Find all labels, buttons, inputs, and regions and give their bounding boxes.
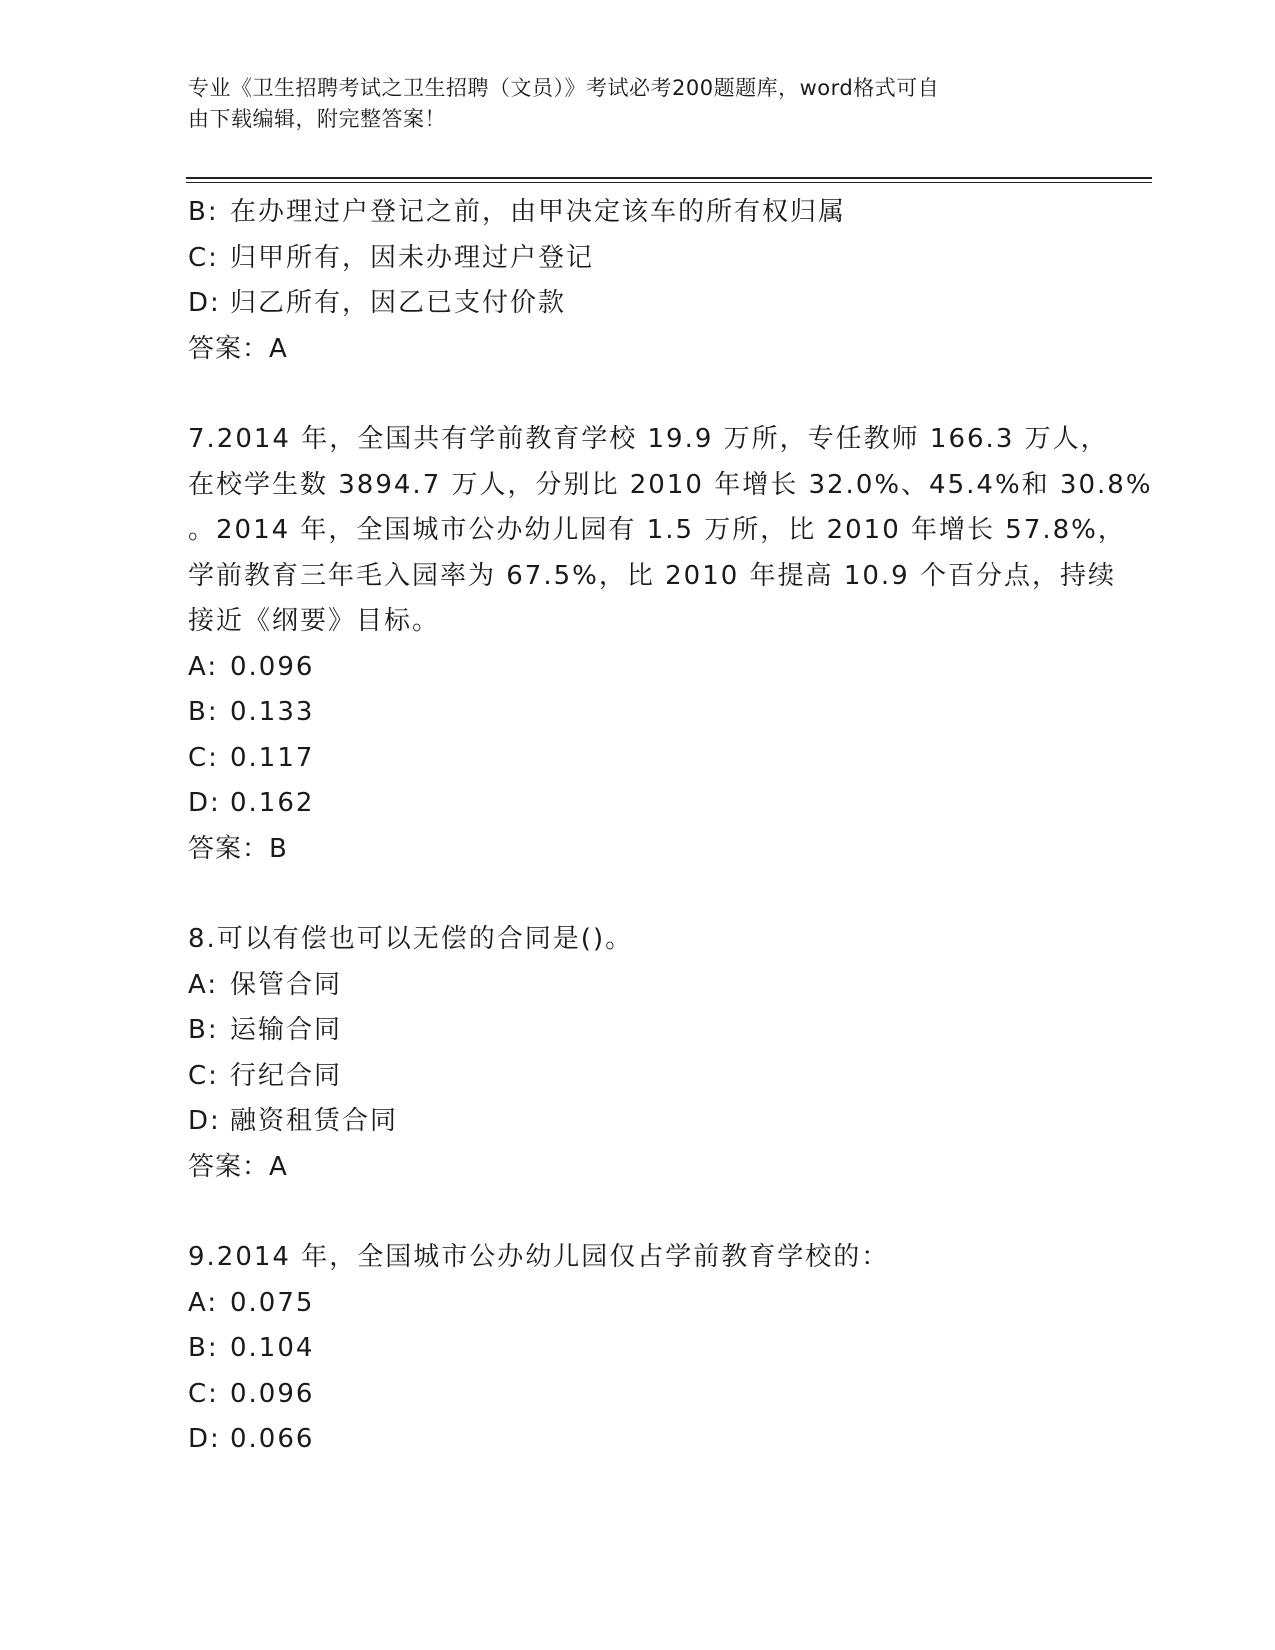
question-text-line: 学前教育三年毛入园率为 67.5%，比 2010 年提高 10.9 个百分点，持续 — [188, 560, 1116, 591]
option-b — [188, 190, 1088, 236]
header-rule-thin — [186, 182, 1152, 183]
option-text: 0.096 — [230, 1378, 315, 1409]
option-letter: A: — [188, 1287, 219, 1318]
option-text: 0.117 — [230, 742, 315, 773]
option-letter: A: — [188, 651, 219, 682]
option-letter: C: — [188, 742, 219, 773]
option-text: 0.104 — [230, 1333, 315, 1363]
answer-line: 答案：B — [188, 833, 288, 864]
question-text-line: 在校学生数 3894.7 万人，分别比 2010 年增长 32.0%、45.4%和 30.8% — [188, 469, 1153, 500]
option-c — [188, 736, 1088, 782]
header-rule-thick — [186, 177, 1152, 179]
question-9 — [188, 1235, 1088, 1463]
option-text: 0.162 — [230, 788, 315, 818]
question-6 — [188, 190, 1088, 372]
option-text: 行纪合同 — [230, 1060, 343, 1091]
option-letter: C: — [188, 1060, 219, 1091]
question-text-line: 9.2014 年，全国城市公办幼儿园仅占学前教育学校的： — [188, 1242, 890, 1272]
option-c — [188, 1372, 1088, 1418]
option-text: 归甲所有，因未办理过户登记 — [230, 242, 595, 273]
option-text: 0.075 — [230, 1287, 315, 1318]
option-letter: B: — [188, 1333, 219, 1363]
header-line-2: 由下载编辑，附完整答案！ — [188, 107, 446, 131]
option-text: 0.096 — [230, 651, 315, 682]
option-c — [188, 1054, 1088, 1100]
question-text-line: 8.可以有偿也可以无偿的合同是()。 — [188, 924, 634, 954]
option-letter: D: — [188, 1424, 221, 1454]
option-letter: C: — [188, 242, 219, 273]
question-text-line: 7.2014 年，全国共有学前教育学校 19.9 万所，专任教师 166.3 万人， — [188, 424, 1109, 454]
option-letter: B: — [188, 197, 219, 227]
question-text-line: 接近《纲要》目标。 — [188, 606, 441, 636]
answer-line: 答案：A — [188, 1151, 288, 1182]
option-letter: D: — [188, 288, 221, 318]
option-text: 融资租赁合同 — [230, 1106, 399, 1136]
option-letter: D: — [188, 1106, 221, 1136]
option-text: 0.133 — [230, 697, 315, 727]
option-d — [188, 781, 1088, 827]
option-d — [188, 1417, 1088, 1463]
document-header — [188, 73, 1088, 135]
option-a — [188, 963, 1088, 1009]
option-d — [188, 1099, 1088, 1145]
option-b — [188, 690, 1088, 736]
option-text: 保管合同 — [230, 969, 343, 1000]
option-text: 在办理过户登记之前，由甲决定该车的所有权归属 — [230, 197, 847, 227]
option-text: 归乙所有，因乙已支付价款 — [230, 288, 567, 318]
option-letter: B: — [188, 697, 219, 727]
question-8 — [188, 917, 1088, 1190]
option-b — [188, 1326, 1088, 1372]
option-a — [188, 1281, 1088, 1327]
option-d — [188, 281, 1088, 327]
option-letter: C: — [188, 1378, 219, 1409]
option-text: 0.066 — [230, 1424, 315, 1454]
option-letter: A: — [188, 969, 219, 1000]
option-b — [188, 1008, 1088, 1054]
question-7 — [188, 417, 1153, 872]
answer-line: 答案：A — [188, 333, 288, 364]
option-text: 运输合同 — [230, 1015, 343, 1045]
question-list — [188, 190, 1153, 1463]
question-text-line: 。2014 年，全国城市公办幼儿园有 1.5 万所，比 2010 年增长 57.8%， — [188, 515, 1126, 545]
option-c — [188, 236, 1088, 282]
option-letter: B: — [188, 1015, 219, 1045]
header-line-1: 专业《卫生招聘考试之卫生招聘（文员）》考试必考200题题库，word格式可自 — [188, 76, 940, 100]
option-letter: D: — [188, 788, 221, 818]
option-a — [188, 645, 1088, 691]
